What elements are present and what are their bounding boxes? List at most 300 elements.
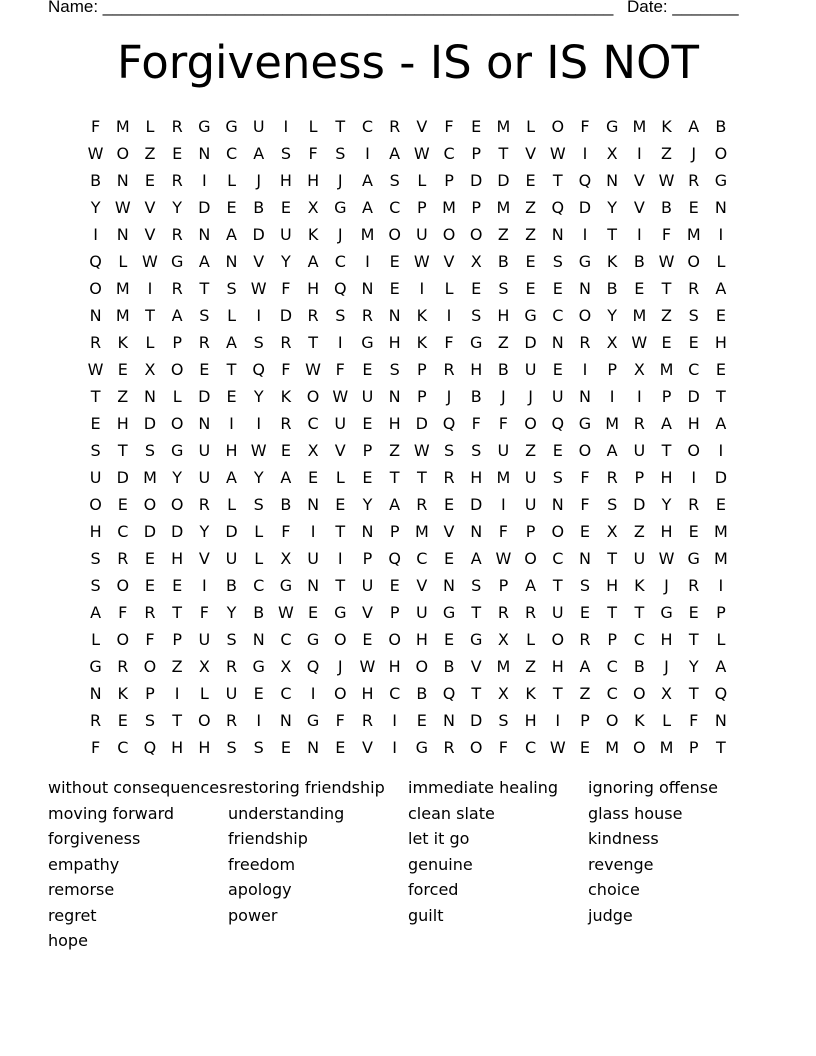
grid-letter: F	[335, 360, 345, 379]
grid-letter: G	[170, 441, 184, 460]
grid-letter: F	[661, 225, 672, 244]
grid-letter: B	[253, 198, 265, 217]
grid-letter: Z	[525, 225, 537, 244]
grid-letter: E	[579, 522, 591, 541]
grid-letter: I	[365, 144, 370, 163]
grid-row	[82, 140, 742, 167]
grid-letter: F	[580, 117, 590, 136]
grid-row	[82, 626, 742, 653]
grid-letter: I	[636, 387, 642, 406]
grid-letter: X	[198, 657, 210, 676]
grid-letter: I	[310, 522, 316, 541]
grid-letter: R	[171, 279, 183, 298]
word-list-item: glass house	[588, 803, 683, 823]
grid-letter: T	[716, 738, 726, 757]
grid-letter: Z	[389, 441, 401, 460]
grid-letter: E	[471, 117, 482, 136]
grid-letter: T	[552, 576, 563, 595]
grid-letter: Y	[362, 495, 373, 514]
grid-letter: O	[524, 414, 537, 433]
grid-letter: M	[143, 468, 157, 487]
word-list-item: freedom	[228, 854, 296, 874]
grid-letter: E	[688, 603, 699, 622]
grid-letter: R	[117, 549, 129, 568]
grid-letter: O	[170, 495, 184, 514]
grid-letter: W	[277, 603, 294, 622]
grid-letter: C	[525, 738, 537, 757]
grid-letter: P	[444, 171, 454, 190]
grid-letter: W	[413, 252, 430, 271]
grid-letter: R	[443, 468, 455, 487]
grid-letter: Z	[633, 522, 645, 541]
grid-letter: T	[716, 387, 726, 406]
grid-letter: N	[714, 711, 727, 730]
grid-letter: L	[526, 117, 536, 136]
grid-letter: O	[89, 279, 102, 298]
grid-letter: S	[471, 306, 482, 325]
grid-letter: Q	[714, 684, 728, 703]
date-field-label: Date: _______	[627, 0, 739, 16]
grid-letter: O	[714, 144, 728, 163]
grid-letter: P	[471, 144, 482, 163]
grid-letter: P	[661, 387, 672, 406]
word-list-item: moving forward	[48, 803, 175, 823]
grid-letter: A	[715, 657, 727, 676]
grid-letter: V	[334, 441, 346, 460]
grid-letter: W	[549, 738, 566, 757]
grid-letter: E	[552, 360, 563, 379]
grid-letter: I	[392, 738, 398, 757]
grid-letter: Z	[497, 333, 509, 352]
grid-letter: M	[605, 414, 620, 433]
grid-letter: D	[252, 225, 265, 244]
grid-letter: L	[417, 171, 427, 190]
grid-letter: U	[524, 495, 537, 514]
grid-letter: E	[525, 252, 536, 271]
grid-letter: S	[226, 279, 237, 298]
grid-letter: A	[389, 495, 401, 514]
grid-letter: H	[198, 738, 211, 757]
grid-letter: S	[144, 441, 156, 460]
grid-letter: O	[687, 441, 701, 460]
grid-letter: O	[605, 711, 619, 730]
grid-letter: I	[419, 279, 425, 298]
grid-letter: E	[199, 360, 210, 379]
grid-letter: T	[607, 603, 618, 622]
grid-letter: R	[443, 738, 455, 757]
grid-letter: K	[117, 684, 129, 703]
grid-letter: T	[607, 225, 618, 244]
grid-letter: W	[413, 441, 430, 460]
grid-letter: Y	[253, 387, 264, 406]
grid-row	[82, 653, 742, 680]
grid-letter: X	[307, 441, 319, 460]
grid-letter: P	[172, 630, 182, 649]
grid-letter: E	[443, 630, 455, 649]
grid-letter: B	[280, 495, 292, 514]
grid-letter: N	[606, 171, 619, 190]
grid-letter: B	[497, 252, 509, 271]
grid-letter: O	[551, 522, 565, 541]
grid-row	[82, 302, 742, 329]
grid-letter: E	[579, 603, 591, 622]
grid-letter: G	[470, 333, 483, 352]
grid-letter: E	[525, 171, 536, 190]
grid-letter: B	[633, 657, 645, 676]
grid-letter: N	[551, 225, 564, 244]
grid-letter: A	[361, 198, 373, 217]
grid-letter: O	[89, 495, 102, 514]
grid-letter: G	[89, 657, 102, 676]
grid-letter: O	[469, 738, 483, 757]
grid-letter: K	[307, 225, 319, 244]
grid-letter: I	[310, 684, 316, 703]
grid-letter: H	[116, 414, 129, 433]
grid-letter: C	[334, 252, 346, 271]
grid-letter: C	[389, 198, 401, 217]
grid-letter: U	[524, 360, 537, 379]
grid-letter: Q	[252, 360, 266, 379]
grid-letter: E	[715, 495, 726, 514]
grid-letter: I	[501, 495, 506, 514]
grid-letter: B	[497, 360, 509, 379]
grid-letter: R	[307, 306, 319, 325]
grid-letter: K	[634, 576, 645, 595]
grid-letter: Z	[144, 144, 156, 163]
grid-letter: P	[471, 198, 482, 217]
grid-letter: O	[551, 117, 565, 136]
grid-letter: Q	[551, 198, 565, 217]
grid-letter: T	[634, 603, 645, 622]
grid-letter: E	[90, 414, 101, 433]
grid-letter: I	[609, 387, 615, 406]
grid-letter: Z	[525, 657, 537, 676]
grid-letter: A	[661, 414, 672, 433]
grid-letter: R	[688, 279, 700, 298]
grid-letter: F	[281, 360, 291, 379]
grid-letter: A	[253, 144, 265, 163]
grid-letter: E	[634, 279, 645, 298]
grid-letter: Y	[688, 657, 699, 676]
grid-letter: M	[442, 198, 456, 217]
grid-letter: D	[470, 171, 483, 190]
name-field-label: Name: ______________________________________________________	[48, 0, 614, 16]
grid-letter: Q	[551, 414, 565, 433]
grid-letter: D	[415, 414, 428, 433]
grid-letter: W	[142, 252, 158, 271]
grid-letter: L	[254, 522, 264, 541]
grid-letter: G	[306, 711, 320, 730]
word-list-item: forgiveness	[48, 829, 141, 848]
grid-letter: H	[660, 522, 673, 541]
grid-letter: T	[117, 441, 128, 460]
grid-letter: M	[605, 738, 620, 757]
grid-row	[82, 518, 742, 545]
grid-letter: T	[335, 576, 346, 595]
grid-letter: S	[389, 171, 400, 190]
grid-letter: M	[496, 198, 511, 217]
grid-letter: I	[256, 711, 262, 730]
grid-row	[82, 734, 742, 761]
grid-letter: C	[606, 657, 618, 676]
grid-letter: D	[524, 333, 537, 352]
grid-letter: E	[688, 198, 699, 217]
grid-letter: T	[308, 333, 318, 352]
word-list-item: clean slate	[408, 803, 495, 823]
grid-letter: U	[198, 468, 211, 487]
grid-letter: P	[362, 441, 373, 460]
grid-letter: O	[469, 225, 483, 244]
grid-letter: N	[252, 630, 265, 649]
grid-letter: I	[256, 414, 262, 433]
grid-letter: G	[225, 117, 238, 136]
grid-letter: R	[144, 603, 156, 622]
grid-letter: V	[633, 171, 645, 190]
grid-letter: C	[606, 684, 618, 703]
grid-letter: J	[337, 171, 343, 190]
grid-letter: S	[199, 306, 210, 325]
grid-row	[82, 437, 742, 464]
word-list-item: apology	[228, 880, 292, 899]
grid-letter: L	[227, 306, 236, 325]
grid-letter: H	[307, 171, 320, 190]
grid-letter: D	[116, 468, 129, 487]
grid-letter: U	[415, 225, 428, 244]
grid-letter: F	[281, 279, 291, 298]
grid-letter: E	[715, 360, 726, 379]
grid-letter: S	[280, 144, 291, 163]
grid-letter: N	[89, 306, 102, 325]
grid-letter: Z	[525, 441, 537, 460]
grid-letter: Q	[578, 171, 592, 190]
grid-letter: E	[416, 711, 427, 730]
grid-letter: P	[688, 738, 699, 757]
grid-letter: S	[607, 495, 618, 514]
grid-row	[82, 680, 742, 707]
grid-letter: R	[198, 333, 210, 352]
grid-letter: W	[332, 387, 349, 406]
grid-letter: B	[633, 252, 645, 271]
grid-letter: S	[253, 738, 264, 757]
grid-letter: I	[718, 576, 724, 595]
grid-letter: O	[633, 684, 646, 703]
grid-letter: Y	[226, 603, 237, 622]
grid-letter: A	[226, 333, 237, 352]
grid-letter: G	[687, 549, 700, 568]
grid-letter: C	[307, 414, 319, 433]
grid-letter: K	[416, 306, 428, 325]
grid-letter: N	[714, 198, 727, 217]
grid-letter: H	[470, 468, 483, 487]
grid-letter: C	[416, 549, 428, 568]
grid-letter: Q	[306, 657, 320, 676]
grid-letter: F	[471, 414, 481, 433]
grid-letter: O	[551, 630, 565, 649]
grid-letter: X	[661, 684, 673, 703]
grid-letter: H	[388, 333, 401, 352]
grid-letter: H	[470, 360, 483, 379]
grid-letter: D	[497, 171, 510, 190]
grid-letter: Q	[333, 279, 347, 298]
grid-letter: K	[416, 333, 428, 352]
grid-letter: E	[308, 468, 319, 487]
grid-letter: X	[606, 333, 618, 352]
grid-letter: E	[362, 630, 373, 649]
grid-letter: M	[714, 549, 728, 568]
grid-letter: N	[307, 738, 320, 757]
grid-letter: C	[633, 630, 645, 649]
grid-letter: Y	[172, 468, 183, 487]
grid-letter: U	[225, 684, 238, 703]
grid-letter: B	[715, 117, 727, 136]
grid-letter: T	[90, 387, 101, 406]
grid-letter: D	[687, 387, 700, 406]
word-list-item: choice	[588, 880, 640, 899]
grid-letter: F	[498, 738, 508, 757]
grid-letter: T	[471, 684, 482, 703]
grid-letter: O	[687, 252, 701, 271]
grid-letter: R	[389, 117, 401, 136]
grid-letter: B	[226, 576, 238, 595]
grid-letter: O	[306, 387, 320, 406]
grid-letter: E	[688, 333, 699, 352]
grid-letter: E	[226, 387, 237, 406]
grid-letter: P	[607, 360, 617, 379]
word-list-item: power	[228, 905, 278, 925]
grid-letter: G	[524, 306, 537, 325]
grid-letter: J	[691, 144, 697, 163]
grid-letter: R	[688, 576, 700, 595]
grid-letter: L	[308, 117, 318, 136]
grid-letter: N	[470, 522, 483, 541]
grid-letter: O	[143, 495, 157, 514]
grid-letter: X	[606, 522, 618, 541]
grid-letter: O	[116, 576, 130, 595]
grid-letter: A	[470, 549, 482, 568]
grid-letter: Z	[497, 225, 509, 244]
grid-letter: N	[551, 495, 564, 514]
grid-letter: L	[526, 630, 536, 649]
grid-letter: B	[606, 279, 618, 298]
grid-letter: G	[605, 117, 619, 136]
grid-letter: Q	[442, 414, 456, 433]
grid-letter: U	[524, 468, 537, 487]
grid-letter: J	[528, 387, 533, 406]
grid-letter: P	[172, 333, 182, 352]
grid-letter: O	[333, 630, 347, 649]
grid-letter: R	[633, 414, 645, 433]
grid-letter: L	[716, 252, 726, 271]
word-list-item: remorse	[48, 880, 115, 899]
grid-letter: R	[361, 306, 374, 325]
grid-letter: H	[388, 414, 401, 433]
grid-letter: G	[279, 576, 293, 595]
grid-letter: E	[172, 144, 183, 163]
grid-row	[82, 221, 742, 248]
grid-letter: H	[497, 306, 510, 325]
grid-letter: A	[361, 171, 373, 190]
grid-letter: L	[335, 468, 345, 487]
grid-letter: T	[335, 117, 346, 136]
grid-letter: H	[524, 711, 537, 730]
grid-letter: G	[306, 630, 320, 649]
grid-letter: E	[117, 360, 128, 379]
grid-letter: J	[446, 387, 452, 406]
grid-letter: O	[633, 738, 646, 757]
grid-letter: E	[226, 198, 237, 217]
grid-letter: T	[661, 279, 672, 298]
grid-letter: G	[714, 171, 728, 190]
grid-letter: M	[360, 225, 375, 244]
grid-letter: R	[90, 333, 102, 352]
grid-letter: Y	[607, 198, 618, 217]
grid-letter: Y	[199, 522, 210, 541]
grid-letter: R	[606, 468, 618, 487]
grid-letter: E	[389, 576, 400, 595]
grid-letter: T	[145, 306, 155, 325]
grid-letter: L	[254, 549, 264, 568]
grid-letter: Y	[661, 495, 672, 514]
grid-letter: A	[226, 468, 237, 487]
grid-letter: E	[661, 333, 672, 352]
grid-letter: I	[201, 576, 207, 595]
grid-letter: I	[636, 144, 642, 163]
grid-letter: P	[417, 360, 427, 379]
grid-letter: H	[660, 468, 673, 487]
grid-letter: T	[226, 360, 237, 379]
grid-row	[82, 329, 742, 356]
grid-letter: R	[688, 171, 700, 190]
grid-letter: R	[497, 603, 509, 622]
grid-letter: H	[225, 441, 238, 460]
grid-letter: F	[580, 495, 590, 514]
grid-letter: B	[90, 171, 102, 190]
grid-letter: I	[718, 441, 724, 460]
grid-row	[82, 275, 742, 302]
grid-letter: C	[389, 684, 401, 703]
grid-letter: E	[280, 198, 291, 217]
grid-letter: Q	[442, 684, 456, 703]
grid-letter: S	[498, 279, 509, 298]
grid-letter: G	[660, 603, 673, 622]
grid-letter: O	[388, 630, 401, 649]
grid-letter: E	[389, 279, 400, 298]
grid-letter: R	[198, 495, 210, 514]
word-list-item: regret	[48, 905, 97, 925]
grid-letter: D	[470, 495, 483, 514]
grid-letter: O	[442, 225, 456, 244]
grid-letter: G	[442, 603, 456, 622]
grid-letter: I	[582, 144, 588, 163]
grid-letter: O	[388, 225, 401, 244]
grid-letter: J	[337, 225, 343, 244]
grid-letter: F	[498, 414, 508, 433]
puzzle-title: Forgiveness - IS or IS NOT	[116, 36, 700, 89]
grid-letter: P	[417, 198, 427, 217]
grid-letter: K	[634, 711, 645, 730]
grid-letter: E	[362, 414, 373, 433]
word-list-item: ignoring offense	[588, 778, 718, 797]
grid-letter: L	[716, 630, 726, 649]
grid-letter: A	[90, 603, 102, 622]
grid-letter: S	[144, 711, 156, 730]
grid-letter: A	[226, 225, 237, 244]
grid-letter: M	[115, 306, 130, 325]
grid-letter: D	[143, 522, 157, 541]
grid-letter: A	[389, 144, 401, 163]
grid-letter: G	[334, 198, 347, 217]
grid-letter: S	[90, 549, 101, 568]
